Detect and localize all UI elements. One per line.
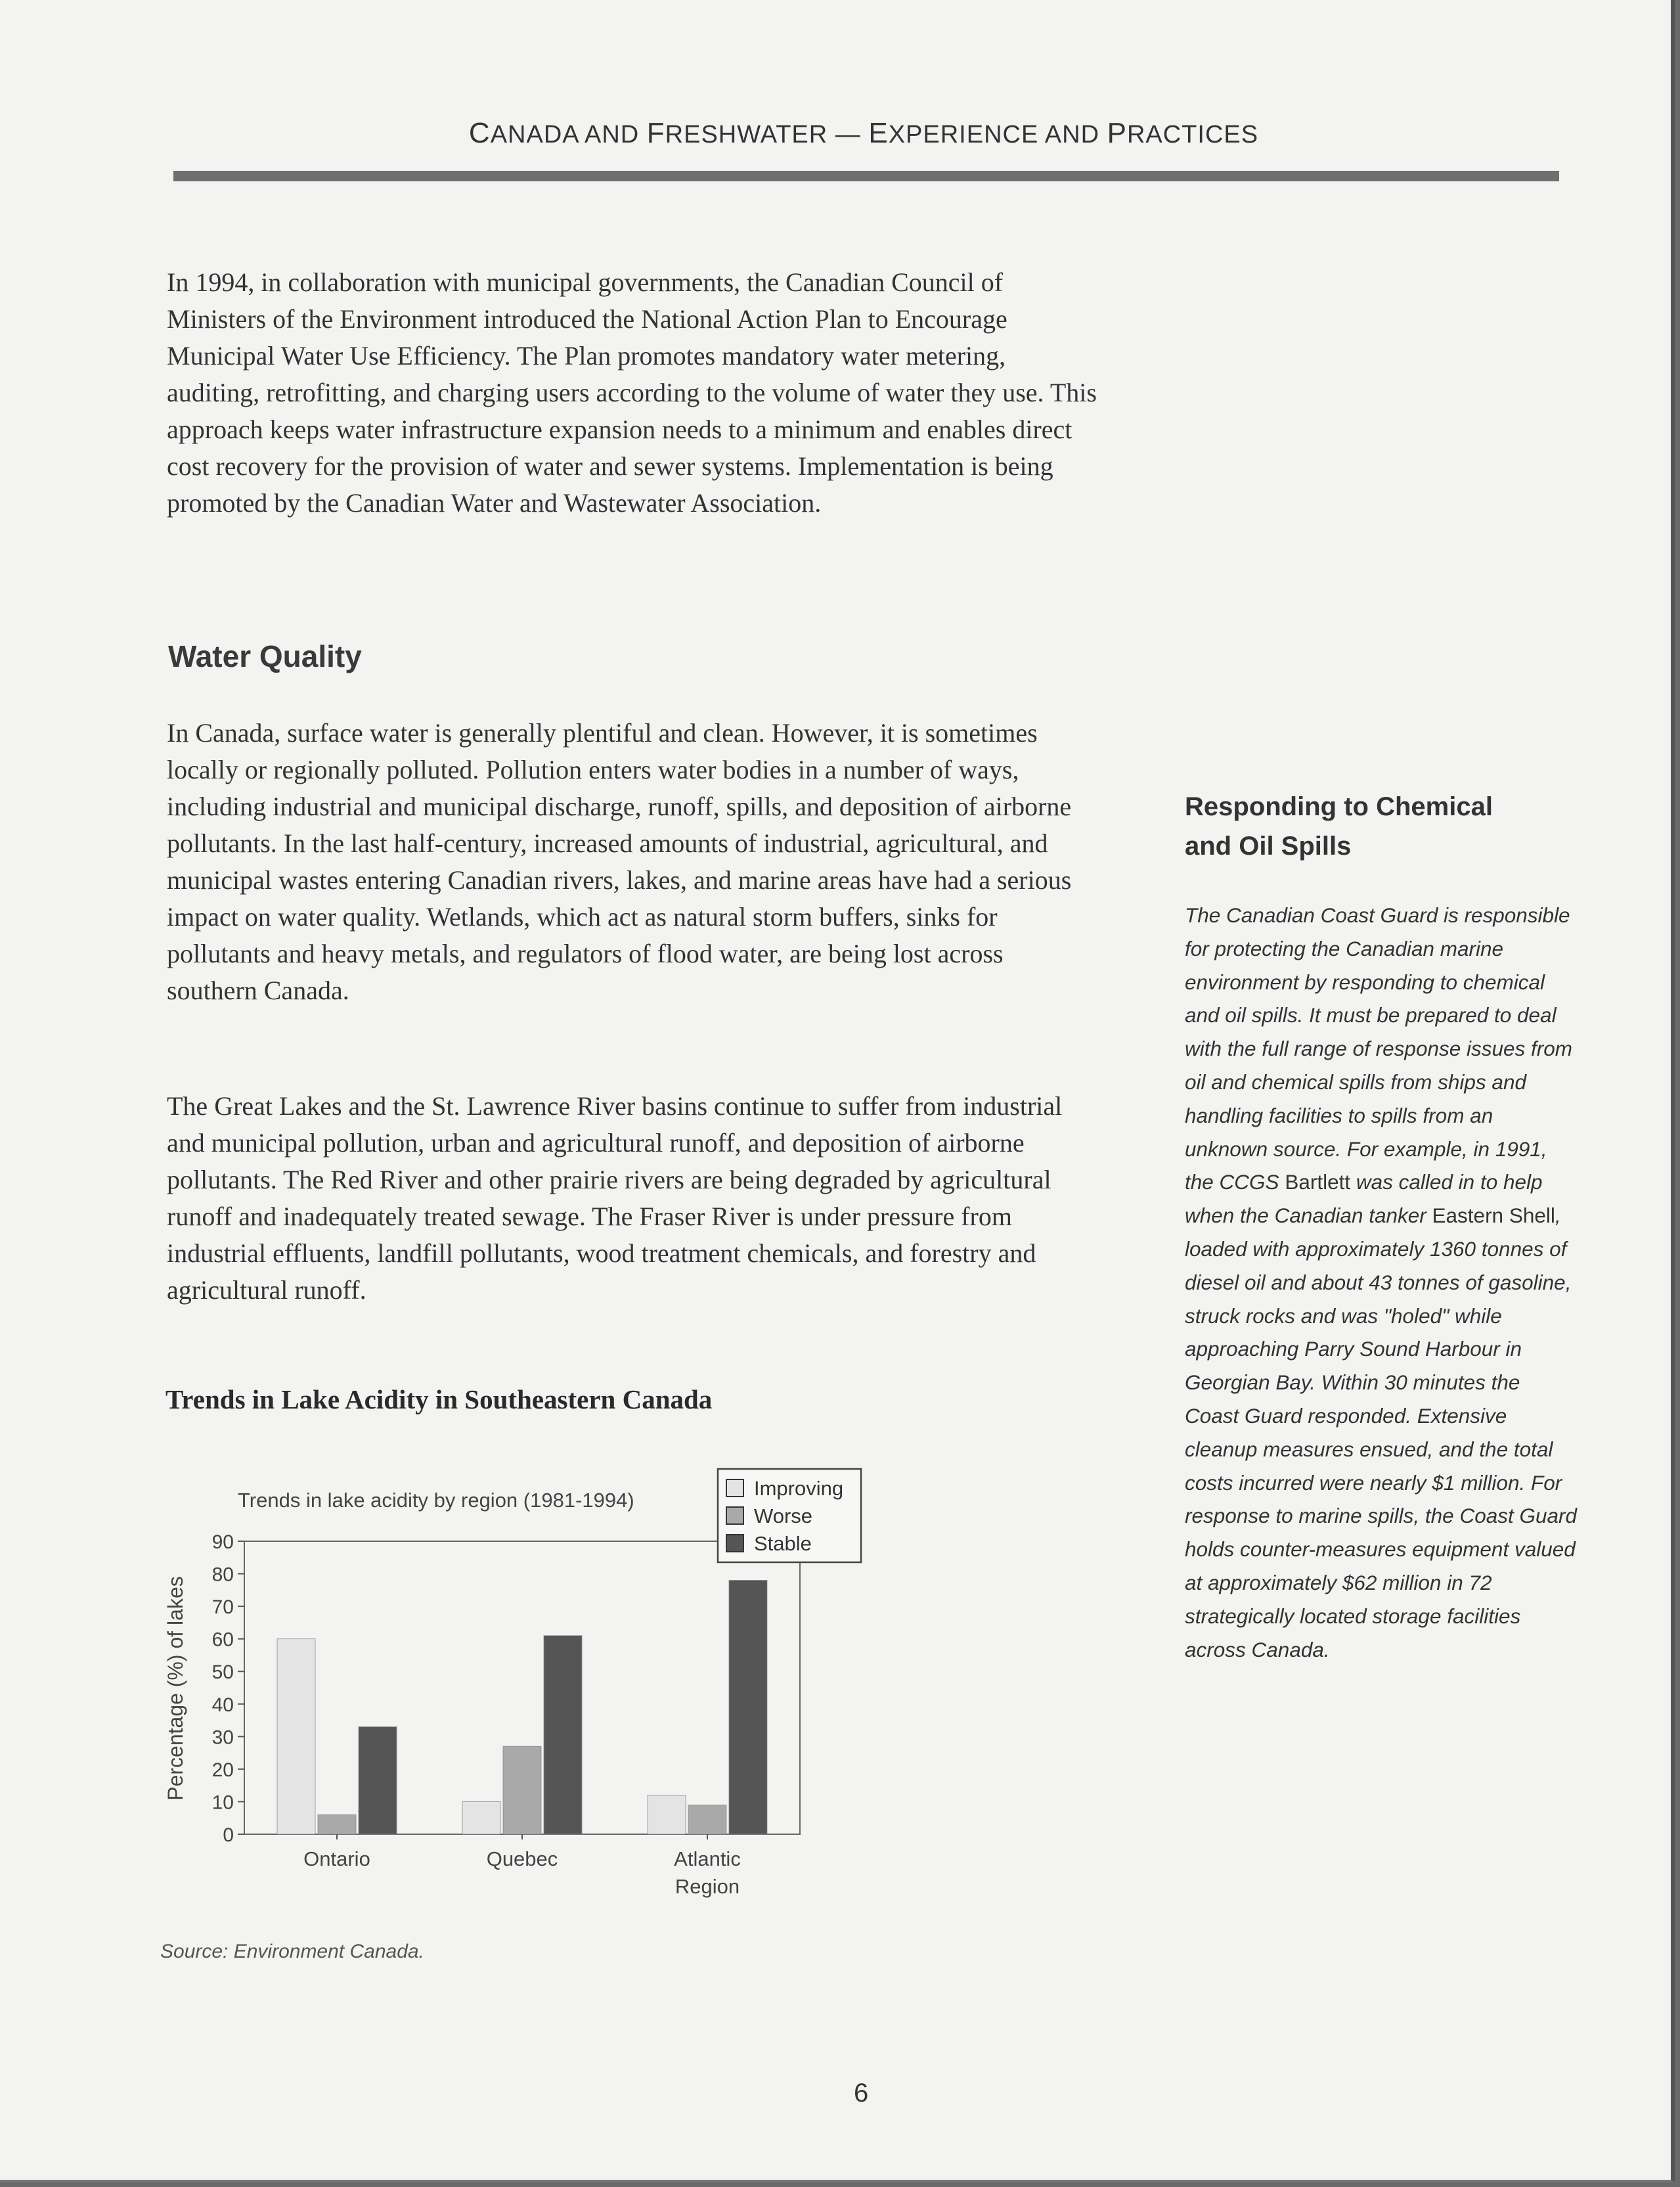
lake-acidity-bar-chart: [0, 0, 919, 1971]
header-initial: C: [468, 117, 491, 149]
y-tick-label: 70: [211, 1596, 234, 1619]
bar-stable: [359, 1726, 397, 1834]
chart-plot-area: [212, 1531, 800, 1898]
legend-label-improving: Improving: [754, 1477, 844, 1500]
header-text: ANADA AND: [490, 121, 647, 148]
header-text: RESHWATER: [665, 121, 828, 148]
page-number: 6: [854, 2079, 869, 2108]
bar-worse: [503, 1746, 541, 1834]
x-tick-label: Atlantic: [674, 1847, 741, 1870]
y-tick-label: 90: [211, 1531, 234, 1553]
header-initial: F: [646, 117, 665, 149]
legend-swatch-stable: [726, 1535, 743, 1552]
legend-label-worse: Worse: [754, 1504, 813, 1527]
paragraph-water-efficiency: In 1994, in collaboration with municipal governments, the Canadian Council of Ministers of the Environment introduced the National Action Plan to Encourage Municipal Water Use Efficiency. The Plan promotes mandatory water metering, auditing, retrofitting, and charging users according to the volume of water they use. This approach keeps water infrastructure expansion needs to a minimum and enables direct cost recovery for the provision of water and sewer systems. Implementation is being promoted by the Canadian Water and Wastewater Association.: [167, 267, 1097, 518]
sidebar-heading: [1185, 787, 1579, 866]
ship-name: Bartlett: [1285, 1170, 1351, 1194]
chart-title: Trends in lake acidity by region (1981-1994): [238, 1489, 634, 1512]
y-tick-label: 30: [211, 1726, 234, 1749]
section-heading-water-quality: Water Quality: [168, 639, 362, 673]
y-tick-label: 60: [211, 1629, 234, 1651]
sidebar-text: [1185, 899, 1579, 1666]
sidebar-heading-line: Responding to Chemical: [1185, 792, 1493, 821]
legend-swatch-improving: [726, 1479, 743, 1497]
paragraph-great-lakes: The Great Lakes and the St. Lawrence River basins continue to suffer from industrial and municipal pollution, urban and agricultural runoff, and deposition of airborne pollutants. The Red River and other prairie rivers are being degraded by agricultural runoff and inadequately treated sewage. The Fraser River is under pressure from industrial effluents, landfill pollutants, wood treatment chemicals, and forestry and agricultural runoff.: [167, 1091, 1063, 1305]
figure-title: Trends in Lake Acidity in Southeastern Canada: [166, 1384, 713, 1414]
header-dash: —: [828, 121, 869, 148]
bar-stable: [729, 1580, 767, 1834]
legend-swatch-worse: [726, 1507, 743, 1524]
y-tick-label: 20: [211, 1759, 234, 1781]
y-tick-label: 80: [211, 1564, 234, 1586]
sidebar-text-part: The Canadian Coast Guard is responsible for protecting the Canadian marine environment by responding to chemical and oil spills. It must be prepared to deal with the full range of response issues from oil and chemical spills from ships and handling facilities to spills from an unknown source. For example, in 1991, the CCGS: [1185, 903, 1573, 1194]
header-text: RACTICES: [1126, 121, 1259, 148]
y-tick-label: 50: [211, 1661, 234, 1684]
sidebar-text-part: was called in to help when the Canadian tanker: [1185, 1170, 1543, 1228]
sidebar-text-part: , loaded with approximately 1360 tonnes of diesel oil and about 43 tonnes of gasoline, struck rocks and was "holed" while approaching Parry Sound Harbour in Georgian Bay. Within 30 minutes the Coast Guard responded. Extensive cleanup measures ensued, and the total costs incurred were nearly $1 million. For response to marine spills, the Coast Guard holds counter-measures equipment valued at approximately $62 million in 72 strategically located storage facilities across Canada.: [1185, 1204, 1578, 1661]
ship-name: Eastern Shell: [1432, 1204, 1555, 1228]
header-text: XPERIENCE AND: [888, 121, 1107, 148]
chart-legend: [718, 1469, 861, 1562]
header-initial: P: [1107, 117, 1127, 149]
bar-worse: [688, 1805, 726, 1834]
y-tick-label: 10: [211, 1792, 234, 1814]
x-tick-label: Quebec: [486, 1847, 558, 1870]
bar-improving: [648, 1795, 686, 1834]
bar-worse: [318, 1815, 356, 1834]
y-tick-label: 0: [223, 1824, 234, 1846]
legend-label-stable: Stable: [754, 1532, 812, 1555]
y-tick-label: 40: [211, 1694, 234, 1716]
y-axis-label: Percentage (%) of lakes: [164, 1576, 187, 1801]
bar-stable: [544, 1636, 582, 1834]
figure-source: Source: Environment Canada.: [160, 1941, 424, 1962]
sidebar-heading-line: and Oil Spills: [1185, 832, 1352, 861]
paragraph-surface-water: In Canada, surface water is generally plentiful and clean. However, it is sometimes locally or regionally polluted. Pollution enters water bodies in a number of ways, including industrial and municipal discharge, runoff, spills, and deposition of airborne pollutants. In the last half-century, increased amounts of industrial, agricultural, and municipal wastes entering Canadian rivers, lakes, and marine areas have had a serious impact on water quality. Wetlands, which act as natural storm buffers, sinks for pollutants and heavy metals, and regulators of flood water, are being lost across southern Canada.: [167, 718, 1072, 1005]
x-tick-label: Ontario: [303, 1847, 370, 1870]
x-tick-label: Region: [674, 1875, 740, 1898]
header-initial: E: [868, 117, 889, 149]
bar-improving: [462, 1801, 500, 1834]
bar-improving: [277, 1639, 315, 1834]
